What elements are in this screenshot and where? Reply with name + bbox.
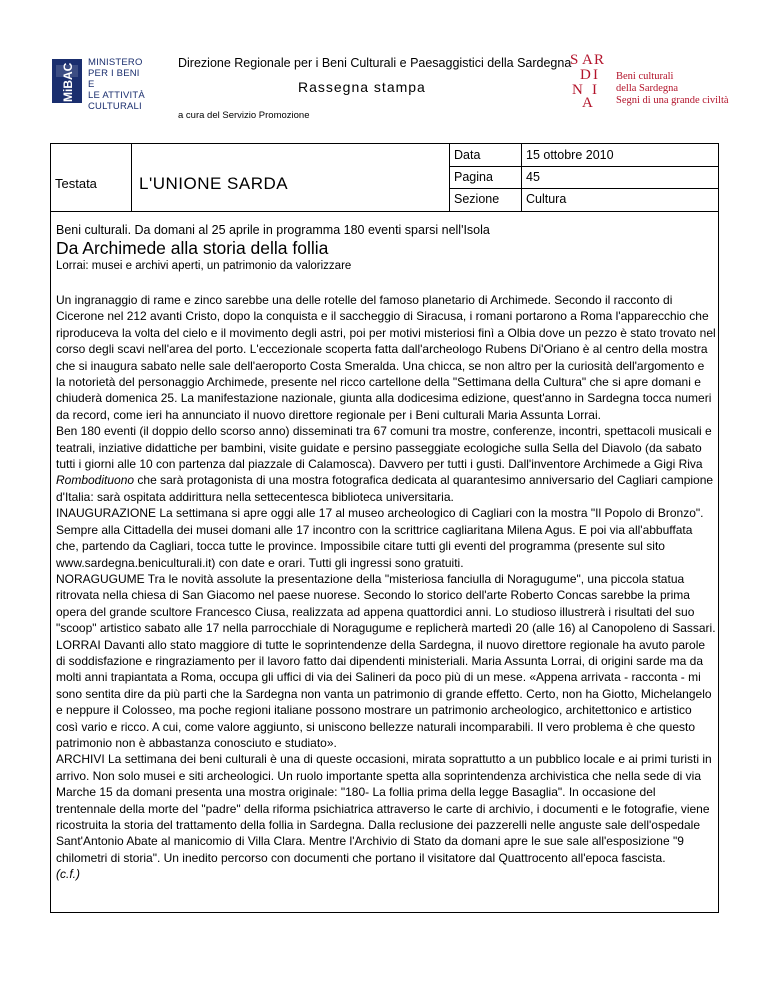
paragraph-text: Ben 180 eventi (il doppio dello scorso anno) disseminati tra 67 comuni tra mostre, conferenze, incontri, spettacoli musicali e teatrali, inziative didattiche per bambini, visite guidate e persino passeggiate ecologiche sulla Sella del Diavolo (da sabato tutti i giorni alle 10 con partenza dal piazzale di Calamosca). Davvero per tutti i gusti. Dall'inventore Archimede a Gigi Riva xyxy=(56,424,712,472)
sezione-label: Sezione xyxy=(454,192,500,206)
article-kicker: Beni culturali. Da domani al 25 aprile in programma 180 eventi sparsi nell'Isola xyxy=(56,223,490,237)
article xyxy=(56,223,716,883)
mark-letter: I xyxy=(592,82,597,98)
mark-letter: D xyxy=(580,67,591,83)
mark-letter: N xyxy=(572,82,583,98)
sezione-value: Cultura xyxy=(526,192,567,206)
pagina-value: 45 xyxy=(526,170,540,184)
testata-value-cell xyxy=(131,144,450,211)
sardinia-mark-icon xyxy=(568,50,612,108)
mark-letter: I xyxy=(593,67,598,83)
data-label: Data xyxy=(454,148,481,162)
mark-letter: R xyxy=(594,52,605,68)
mark-letter: A xyxy=(582,95,593,108)
article-paragraph: INAUGURAZIONE La settimana si apre oggi alle 17 al museo archeologico di Cagliari con la mostra "Il Popolo di Bronzo". Sempre alla Cittadella dei musei domani alle 17 incontro con la scrittrice cagliaritana Milena Agus. E poi via all'abbuffata che, partendo da Cagliari, tocca tutte le province. Impossibile citare tutti gli eventi del programma (presente sul sito www.sardegna.beniculturali.it) con date e orari. Tutti gli ingressi sono gratuiti. xyxy=(56,506,704,570)
article-paragraph: ARCHIVI La settimana dei beni culturali è una di queste occasioni, mirata soprattutto a un pubblico locale e ai primi turisti in arrivo. Non solo musei e siti archeologici. Un ruolo importante spetta alla soprintendenza archivistica che nella sede di via Marche 15 da domani presenta una mostra originale: "180- La follia prima della legge Basaglia". In occasione del trentennale della morte del "padre" della riforma psichiatrica attraverso le carte di archivio, i documenti e le fotografie, viene ricostruita la storia del trattamento della follia in Sardegna. Dalla reclusione dei pazzerelli nelle anguste sale dell'ospedale Sant'Antonio Abate al manicomio di Villa Clara. Mentre l'Archivio di Stato da domani apre le sue sale all'esposizione "9 chilometri di storia". Un inedito percorso con documenti che portano il visitatore dal Quattrocento all'epoca fascista. xyxy=(56,752,712,865)
bc-line: della Sardegna xyxy=(616,83,679,94)
curated-by: a cura del Servizio Promozione xyxy=(178,110,310,121)
bc-line: Beni culturali xyxy=(616,71,674,82)
mibac-badge-icon xyxy=(50,55,84,107)
mibac-text xyxy=(88,57,148,112)
article-frame xyxy=(50,143,719,913)
meta-row-data xyxy=(450,144,718,167)
testata-label: Testata xyxy=(55,176,97,191)
italic-name: Rombodituono xyxy=(56,473,135,488)
article-paragraph: NORAGUGUME Tra le novità assolute la presentazione della "misteriosa fanciulla di Noragugume", una piccola statua ritrovata nella chiesa di San Giacomo nel paese nuorese. Secondo lo storico dell'arte Roberto Concas sarebbe la prima opera del grande scultore Francesco Ciusa, realizzata ad appena quattordici anni. Lo studioso illustrerà i risultati del suo "scoop" artistico sabato alle 17 nella parrocchiale di Noragugume e replicherà martedì 20 (alle 16) al Canopoleno di Sassari. xyxy=(56,571,716,636)
mibac-line: MINISTERO xyxy=(88,57,143,68)
mark-letter: A xyxy=(582,52,593,68)
meta-row-pagina xyxy=(450,166,718,189)
mibac-badge-text: MiBAC xyxy=(61,62,75,102)
data-value: 15 ottobre 2010 xyxy=(526,148,614,162)
mibac-line: LE ATTIVITÀ xyxy=(88,90,145,101)
meta-row-sezione xyxy=(450,188,718,211)
mibac-logo xyxy=(50,55,148,112)
mark-letter: S xyxy=(570,52,579,68)
beni-culturali-sardegna-logo xyxy=(568,50,748,110)
article-body xyxy=(56,292,716,883)
beni-culturali-text xyxy=(616,71,729,107)
paragraph-text: che sarà protagonista di una mostra fotografica dedicata al quarantesimo anniversario del Cagliari campione d'Italia: sarà ospitata addirittura nella settecentesca biblioteca universitaria. xyxy=(56,473,714,504)
meta-grid xyxy=(450,144,718,211)
article-paragraph: Un ingranaggio di rame e zinco sarebbe una delle rotelle del famoso planetario di Archimede. Secondo il racconto di Cicerone nel 212 avanti Cristo, dopo la conquista e il saccheggio di Siracusa, i romani portarono a Roma l'apparecchio che riproduceva la volta del cielo e il movimento degli astri, poi per motivi misteriosi finì a Olbia dove un pezzo è stato trovato nel corso degli scavi nell'area del porto. L'eccezionale scoperta fatta dall'archeologo Rubens Di'Oriano è al centro della mostra che si inaugura sabato nelle sale dell'aeroporto Costa Smeralda. Una chicca, se non altro per la curiosità dell'argomento e la notorietà del personaggio Archimede, presente nel ricco cartellone della "Settimana della Cultura" che si apre domani e chiuderà domenica 25. La manifestazione nazionale, giunta alla dodicesima edizione, quest'anno in Sardegna tocca numeri da record, come ieri ha annunciato il nuovo direttore regionale per i Beni culturali Maria Assunta Lorrai. xyxy=(56,293,716,422)
testata-value: L'UNIONE SARDA xyxy=(139,174,289,193)
pagina-label: Pagina xyxy=(454,170,493,184)
article-subhead: Lorrai: musei e archivi aperti, un patrimonio da valorizzare xyxy=(56,260,352,272)
organization-name: Direzione Regionale per i Beni Culturali e Paesaggistici della Sardegna xyxy=(178,56,572,70)
article-paragraph: LORRAI Davanti allo stato maggiore di tutte le soprintendenze della Sardegna, il nuovo direttore regionale ha avuto parole di soddisfazione e ringraziamento per il lavoro fatto dai dipendenti ministeriali. Maria Assunta Lorrai, di origini sarde ma da molti anni trapiantata a Roma, occupa gli uffici di via dei Salineri da poco più di un mese. «Appena arrivata - racconta - mi sono sentita dire da più parti che la Sardegna non vanta un patrimonio di grande effetto. Certo, non ha Giotto, Michelangelo e neppure il Colosseo, ma poche regioni italiane possono mostrare un patrimonio archeologico, architettonico e artistico così vario e ricco. A cui, come valore aggiunto, si uniscono bellezze naturali incomparabili. Il vero problema è che questo patrimonio non è abbastanza conosciuto e studiato». xyxy=(56,637,712,750)
bc-line: Segni di una grande civiltà xyxy=(616,95,729,106)
testata-label-cell xyxy=(51,144,132,211)
mibac-line: CULTURALI xyxy=(88,101,142,112)
article-signature: (c.f.) xyxy=(56,867,80,882)
article-paragraph xyxy=(56,423,716,505)
mibac-line: PER I BENI E xyxy=(88,68,140,90)
article-headline: Da Archimede alla storia della follia xyxy=(56,238,329,258)
page-title: Rassegna stampa xyxy=(298,79,426,95)
meta-table xyxy=(51,144,718,212)
